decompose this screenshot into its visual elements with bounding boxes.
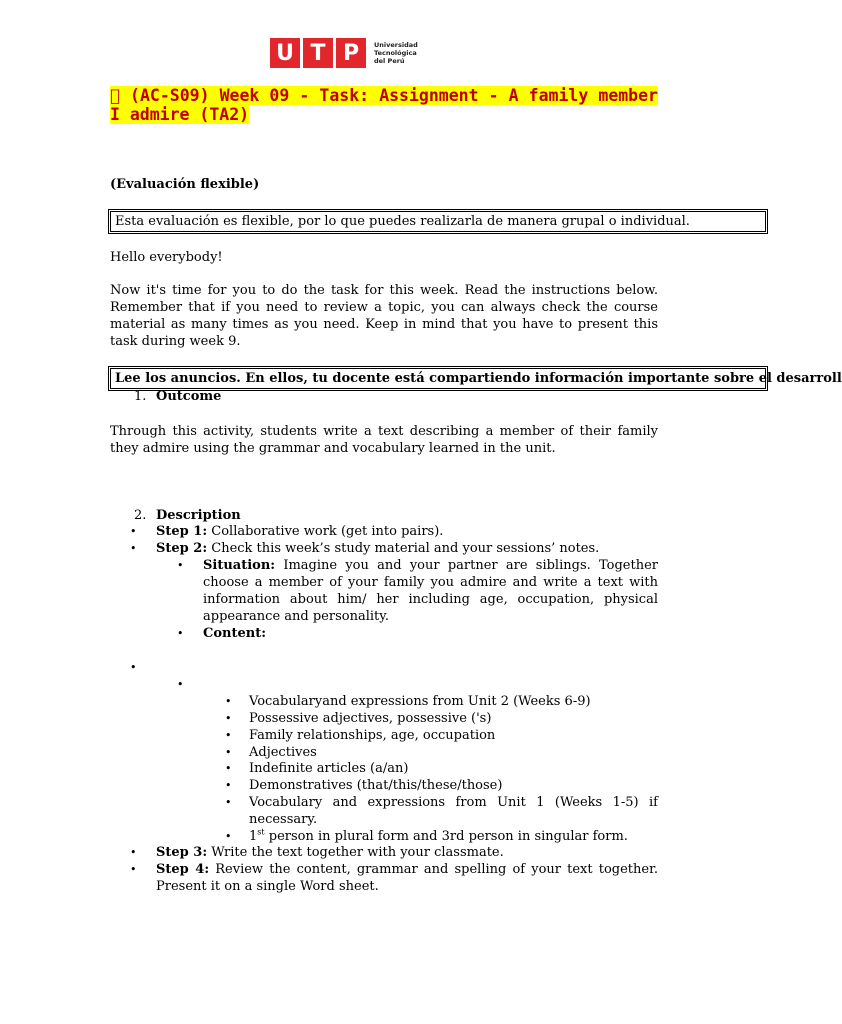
logo-letter: U	[270, 38, 300, 68]
logo-letter: P	[336, 38, 366, 68]
bullet: •	[130, 525, 137, 538]
evaluation-flexible-label: (Evaluación flexible)	[110, 177, 260, 192]
announcements-notice-box: Lee los anuncios. En ellos, tu docente está compartiendo información importante sobre el desarroll	[108, 366, 768, 391]
bullet: •	[177, 627, 184, 640]
bullet: •	[130, 542, 137, 555]
intro-paragraph: Now it's time for you to do the task for this week. Read the instructions below. Remember that if you need to review a topic, you can always check the course material as many times as you need. Keep in mind that you have to present this task during week 9.	[110, 283, 658, 349]
logo-university-name: Universidad Tecnológica del Perú	[374, 41, 418, 65]
flexible-notice-box: Esta evaluación es flexible, por lo que puedes realizarla de manera grupal o individual.	[108, 209, 768, 234]
bullet: •	[130, 863, 137, 876]
bullet: •	[225, 830, 232, 843]
bullet: •	[130, 846, 137, 859]
section-heading-description: Description	[156, 508, 241, 523]
bullet: •	[177, 678, 184, 691]
outcome-paragraph: Through this activity, students write a text describing a member of their family they admire using the grammar and vocabulary learned in the unit.	[110, 424, 658, 456]
bullet: •	[225, 729, 232, 742]
utp-logo	[270, 38, 418, 68]
page-title:   (AC-S09) Week 09 - Task: Assignment - A family member I admire (TA2)	[110, 86, 658, 124]
bullet: •	[177, 559, 184, 572]
section-heading-outcome: Outcome	[156, 389, 222, 404]
logo-letter: T	[303, 38, 333, 68]
bullet: •	[225, 762, 232, 775]
section-number: 1.	[134, 389, 147, 404]
bullet: •	[225, 712, 232, 725]
bullet: •	[225, 746, 232, 759]
bullet: •	[225, 779, 232, 792]
bullet: •	[225, 796, 232, 809]
section-number: 2.	[134, 508, 147, 523]
bullet: •	[225, 695, 232, 708]
greeting: Hello everybody!	[110, 250, 223, 265]
bullet: •	[130, 661, 137, 674]
